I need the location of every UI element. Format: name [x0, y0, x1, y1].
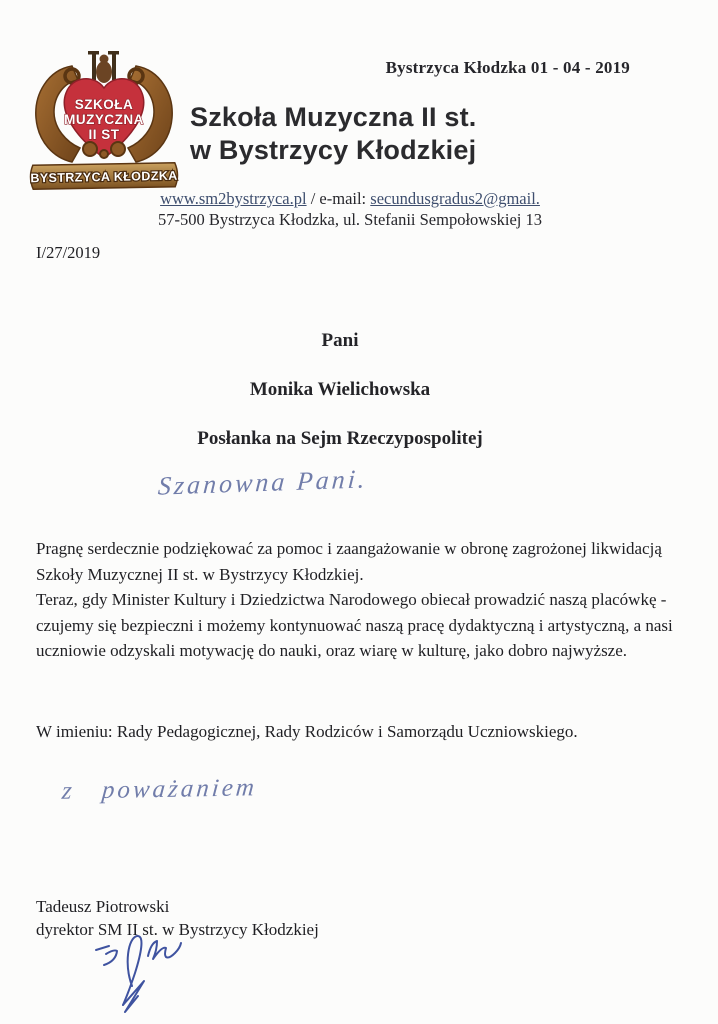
logo-banner-text: BYSTRZYCA KŁODZKA: [30, 168, 178, 186]
date-line: Bystrzyca Kłodzka 01 - 04 - 2019: [385, 58, 630, 77]
recipient-block: [0, 330, 680, 477]
contact-links-line: [120, 188, 580, 209]
letter-body: [36, 536, 686, 664]
signer-name: Tadeusz Piotrowski: [36, 897, 170, 916]
address-line: 57-500 Bystrzyca Kłodzka, ul. Stefanii Sempołowskiej 13: [157, 210, 543, 229]
school-name-heading: [190, 101, 476, 167]
recipient-salutation: Pani: [321, 330, 359, 351]
logo-text-line3: II ST: [88, 127, 120, 142]
body-paragraph-2: Teraz, gdy Minister Kultury i Dziedzictwa Narodowego obiecał prowadzić naszą placówkę - czujemy się bezpieczni i możemy kontynuować naszą pracę dydaktyczną i artystyczną, a nasi uczniowie odzyskali motywację do nauki, oraz wiarę w kulturę, jako dobro najwyższe.: [36, 590, 673, 660]
logo-text-line2: MUZYCZNA: [64, 112, 144, 127]
handwritten-greeting: Szanowna Pani.: [157, 464, 369, 501]
lyre-posts-icon: [88, 51, 119, 83]
body-paragraph-1: Pragnę serdecznie podziękować za pomoc i zaangażowanie w obronę zagrożonej likwidacją Szkoły Muzycznej II st. w Bystrzycy Kłodzkiej.: [36, 539, 662, 584]
school-name-line1: Szkoła Muzyczna II st.: [190, 102, 477, 132]
school-name-line2: w Bystrzycy Kłodzkiej: [190, 135, 477, 165]
contact-block: [120, 188, 580, 230]
school-crest-logo: [28, 50, 180, 192]
logo-text-line1: SZKOŁA: [74, 97, 134, 112]
recipient-title: Posłanka na Sejm Rzeczypospolitej: [197, 428, 483, 449]
crest-figure-icon: [96, 61, 112, 83]
handwritten-closing: z poważaniem: [60, 774, 259, 805]
on-behalf-line: W imieniu: Rady Pedagogicznej, Rady Rodziców i Samorządu Uczniowskiego.: [36, 722, 578, 741]
handwritten-signature: [86, 926, 206, 1016]
signer-role: dyrektor SM II st. w Bystrzycy Kłodzkiej: [36, 919, 319, 939]
email-link[interactable]: secundusgradus2@gmail.: [370, 189, 540, 208]
email-separator-label: / e-mail:: [306, 189, 371, 208]
reference-number: I/27/2019: [36, 243, 101, 262]
recipient-name: Monika Wielichowska: [249, 379, 431, 400]
website-link[interactable]: www.sm2bystrzyca.pl: [160, 189, 307, 208]
